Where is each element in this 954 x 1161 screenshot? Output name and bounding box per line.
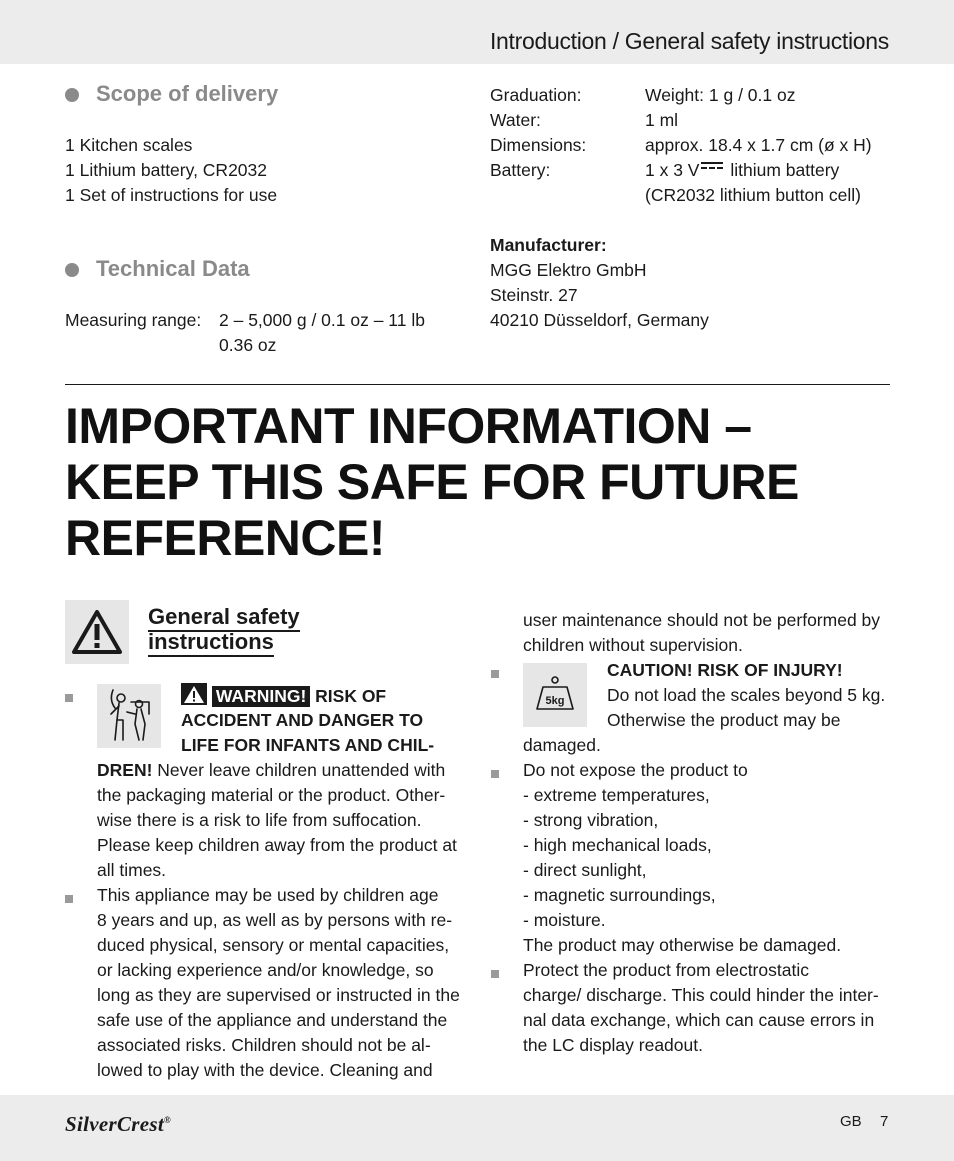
list-bullet — [65, 895, 73, 903]
warning-line-1-rest: RISK OF — [310, 686, 387, 706]
warning-text-line: wise there is a risk to life from suffocation. — [97, 810, 422, 830]
page-header-title: Introduction / General safety instructions — [489, 28, 889, 54]
static-line: Protect the product from electrostatic — [523, 960, 809, 980]
list-bullet — [491, 670, 499, 678]
caution-line: Do not load the scales beyond 5 kg. — [607, 685, 886, 705]
section-bullet-dot — [65, 88, 79, 102]
battery-value-voltage: 1 x 3 V — [645, 160, 700, 180]
weight-limit-icon — [523, 663, 587, 727]
warning-text-line: Please keep children away from the product at — [97, 835, 457, 855]
divider — [65, 384, 890, 385]
child-danger-icon — [97, 684, 161, 748]
caution-heading: CAUTION! RISK OF INJURY! — [607, 660, 843, 680]
expose-line: - direct sunlight, — [523, 860, 647, 880]
children-text-line: safe use of the appliance and understand the — [97, 1010, 448, 1030]
warning-badge: WARNING! — [212, 686, 310, 707]
list-bullet — [491, 770, 499, 778]
scope-item: 1 Set of instructions for use — [65, 185, 278, 205]
important-title — [65, 398, 895, 566]
weight-limit-label: 5kg — [545, 695, 565, 707]
children-text-line: duced physical, sensory or mental capacities, — [97, 935, 450, 955]
scope-heading: Scope of delivery — [96, 81, 279, 106]
section-bullet-dot — [65, 263, 79, 277]
battery-value — [645, 158, 839, 183]
important-title-line: IMPORTANT INFORMATION – — [65, 398, 752, 454]
graduation-label: Graduation: — [490, 85, 582, 105]
list-bullet — [65, 694, 73, 702]
warning-line-2: ACCIDENT AND DANGER TO — [181, 710, 424, 730]
children-text-line: This appliance may be used by children age — [97, 885, 439, 905]
water-value: 1 ml — [645, 110, 679, 130]
important-title-line: KEEP THIS SAFE FOR FUTURE — [65, 454, 799, 510]
safety-title-line: General safety — [148, 604, 300, 632]
brand-name: SilverCrest — [65, 1112, 164, 1136]
children-text-line: lowed to play with the device. Cleaning and — [97, 1060, 433, 1080]
expose-line: Do not expose the product to — [523, 760, 748, 780]
manufacturer-line: Steinstr. 27 — [490, 285, 578, 305]
safety-section-title — [148, 604, 300, 655]
children-cont-line: user maintenance should not be performed by — [523, 610, 881, 630]
warning-triangle-icon — [65, 600, 129, 664]
measuring-range-value: 2 – 5,000 g / 0.1 oz – 11 lb — [219, 310, 425, 330]
children-text-line: 8 years and up, as well as by persons with re- — [97, 910, 453, 930]
expose-line: - high mechanical loads, — [523, 835, 712, 855]
warning-line-4-rest: Never leave children unattended with — [152, 760, 446, 780]
warning-line-4 — [97, 758, 445, 783]
water-label: Water: — [490, 110, 541, 130]
warning-text-line: the packaging material or the product. Other- — [97, 785, 446, 805]
brand-logo: SilverCrest® — [65, 1112, 172, 1136]
expose-line: - moisture. — [523, 910, 606, 930]
language-code: GB — [840, 1113, 862, 1130]
manufacturer-line: MGG Elektro GmbH — [490, 260, 647, 280]
scope-item: 1 Lithium battery, CR2032 — [65, 160, 268, 180]
children-text-line: or lacking experience and/or knowledge, so — [97, 960, 434, 980]
warning-line-3: LIFE FOR INFANTS AND CHIL- — [181, 735, 435, 755]
measuring-range-label: Measuring range: — [65, 310, 202, 330]
manufacturer-line: 40210 Düsseldorf, Germany — [490, 310, 709, 330]
expose-line: - magnetic surroundings, — [523, 885, 716, 905]
page-number: 7 — [880, 1113, 889, 1130]
dimensions-label: Dimensions: — [490, 135, 587, 155]
expose-line: - strong vibration, — [523, 810, 659, 830]
battery-value-type: lithium battery — [725, 160, 840, 180]
important-title-line: REFERENCE! — [65, 510, 386, 566]
graduation-value: Weight: 1 g / 0.1 oz — [645, 85, 796, 105]
warning-line-4-bold: DREN! — [97, 760, 153, 780]
children-text-line: long as they are supervised or instructed in the — [97, 985, 460, 1005]
caution-line: damaged. — [523, 735, 601, 755]
expose-line: - extreme temperatures, — [523, 785, 710, 805]
scope-item: 1 Kitchen scales — [65, 135, 193, 155]
warning-text-line: all times. — [97, 860, 167, 880]
children-text-line: associated risks. Children should not be al- — [97, 1035, 431, 1055]
static-line: the LC display readout. — [523, 1035, 703, 1055]
static-line: charge/ discharge. This could hinder the inter- — [523, 985, 879, 1005]
children-cont-line: children without supervision. — [523, 635, 743, 655]
tech-heading: Technical Data — [96, 256, 250, 281]
dimensions-value: approx. 18.4 x 1.7 cm (ø x H) — [645, 135, 872, 155]
measuring-range-value-cont: 0.36 oz — [219, 335, 277, 355]
battery-label: Battery: — [490, 160, 551, 180]
dc-symbol-icon — [701, 162, 723, 173]
expose-line: The product may otherwise be damaged. — [523, 935, 842, 955]
list-bullet — [491, 970, 499, 978]
caution-line: Otherwise the product may be — [607, 710, 841, 730]
safety-title-line: instructions — [148, 629, 274, 657]
manufacturer-heading: Manufacturer: — [490, 235, 607, 255]
static-line: nal data exchange, which can cause errors in — [523, 1010, 875, 1030]
battery-value-cont: (CR2032 lithium button cell) — [645, 185, 861, 205]
